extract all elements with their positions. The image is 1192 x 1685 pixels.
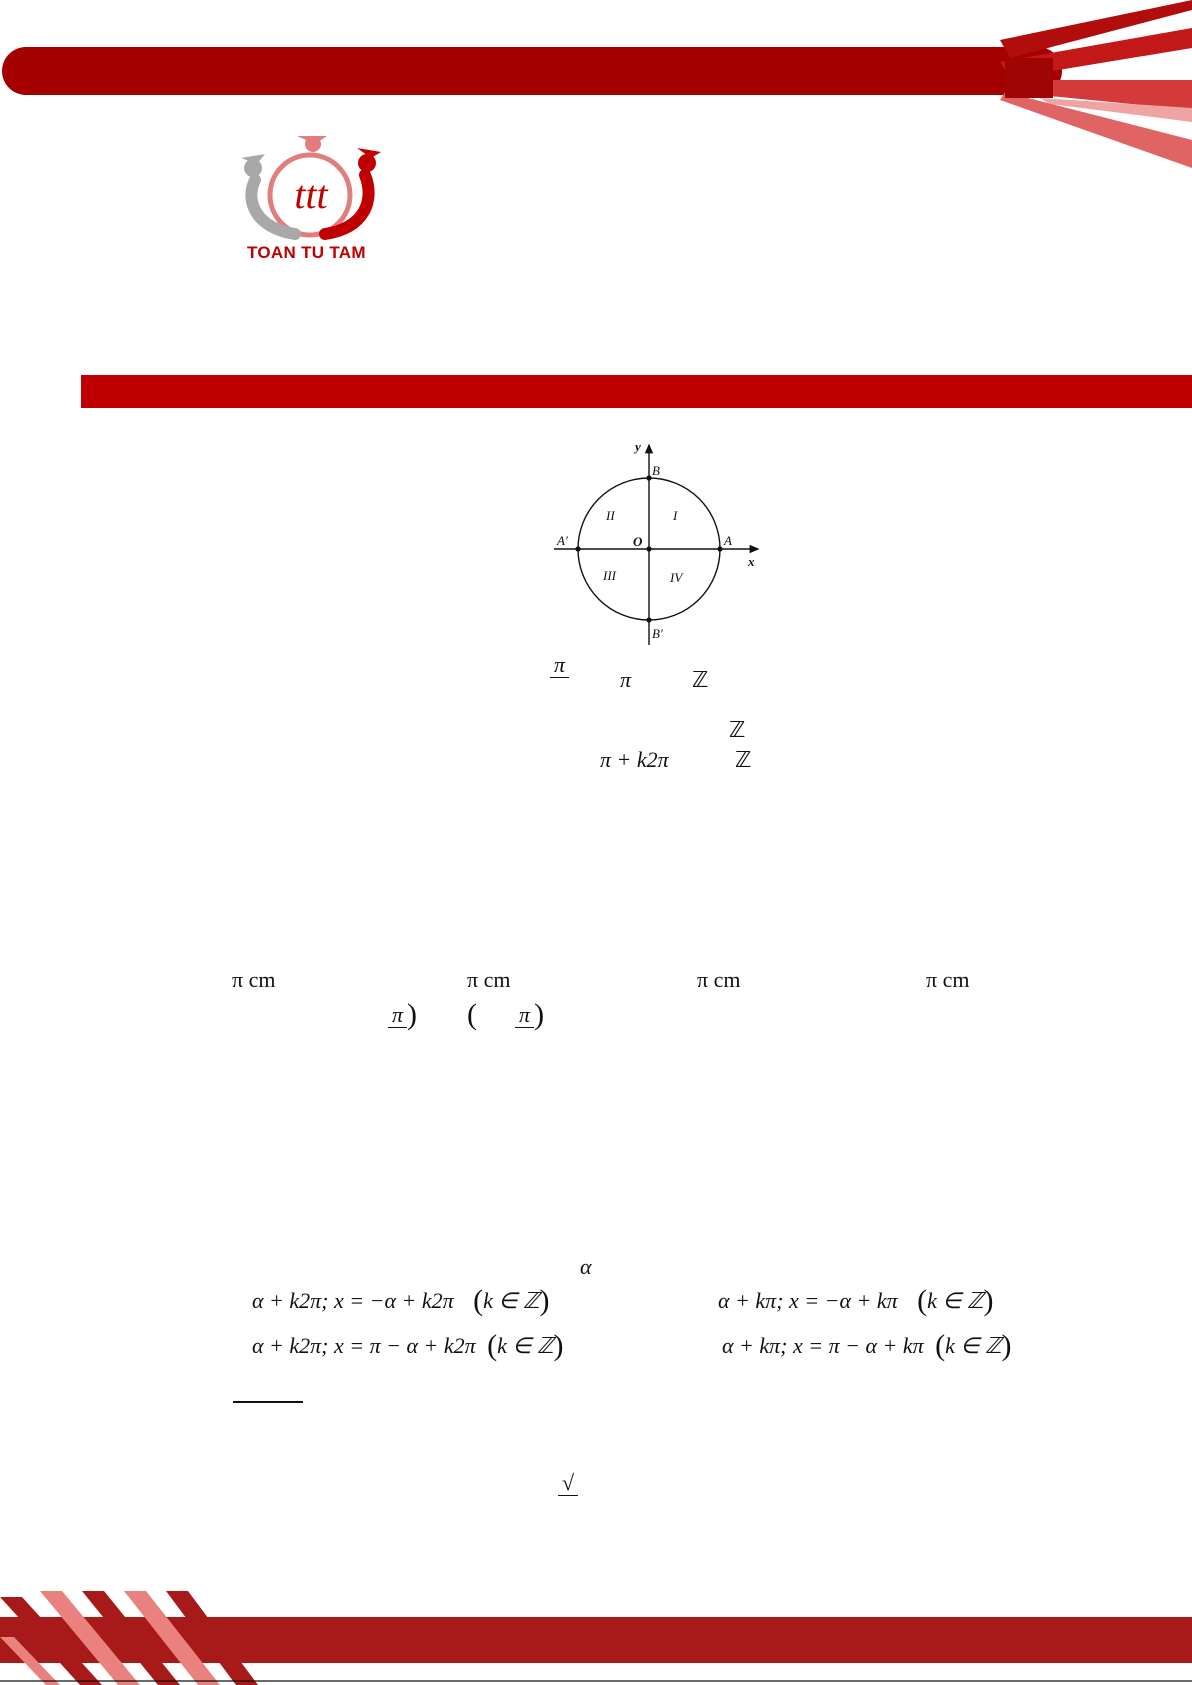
solution-option-a-text: α + k2π; x = −α + k2π — [252, 1288, 454, 1313]
interval-fraction-2-denominator — [515, 1028, 534, 1046]
label-point-b: B — [652, 463, 660, 478]
solution-option-c-condition: k ∈ ℤ — [497, 1333, 554, 1358]
label-quadrant-2: II — [606, 508, 615, 523]
label-point-a: A — [724, 533, 732, 548]
sqrt-fraction-denominator — [558, 1496, 578, 1514]
solution-option-a: α + k2π; x = −α + k2π (k ∈ ℤ) — [252, 1284, 550, 1317]
option-a-arc-length: π cm — [232, 967, 276, 992]
label-quadrant-4: IV — [670, 570, 683, 585]
solution-option-a-condition: k ∈ ℤ — [483, 1288, 540, 1313]
interval-fraction-1 — [388, 1003, 407, 1046]
interval-fraction-2 — [515, 1003, 534, 1046]
label-quadrant-1: I — [673, 508, 678, 523]
underline-marker — [233, 1401, 303, 1403]
solution-option-b-condition: k ∈ ℤ — [927, 1288, 984, 1313]
solution-option-c-text: α + k2π; x = π − α + k2π — [252, 1333, 476, 1358]
option-c-arc-length: π cm — [697, 967, 741, 992]
solution-option-b: α + kπ; x = −α + kπ (k ∈ ℤ) — [718, 1284, 994, 1317]
formula-3-integers: ℤ — [735, 747, 752, 772]
solution-option-d-text: α + kπ; x = π − α + kπ — [722, 1333, 924, 1358]
logo — [225, 130, 395, 270]
option-d-arc-length: π cm — [926, 967, 970, 992]
interval-fraction-2-numerator: π — [515, 1003, 534, 1028]
open-paren: ( — [467, 998, 478, 1031]
section-bar — [81, 375, 1192, 408]
label-quadrant-3: III — [603, 568, 616, 583]
interval-expression — [388, 998, 545, 1046]
solution-option-d-condition: k ∈ ℤ — [945, 1333, 1002, 1358]
formula-2-integers: ℤ — [729, 717, 746, 742]
close-paren-2: ) — [534, 998, 545, 1031]
sqrt-symbol: √ — [558, 1471, 578, 1496]
logo-emblem-icon — [225, 130, 395, 242]
formula-1-integers: ℤ — [692, 667, 709, 692]
sqrt-fraction — [558, 1470, 578, 1514]
alpha-symbol: α — [580, 1254, 592, 1279]
label-x-axis: x — [748, 554, 755, 569]
solution-option-b-text: α + kπ; x = −α + kπ — [718, 1288, 898, 1313]
footer-ribbon — [0, 1585, 1192, 1685]
formula-3-expression: π + k2π — [600, 747, 669, 772]
formula-1-pi: π — [620, 667, 632, 692]
solution-option-d: α + kπ; x = π − α + kπ (k ∈ ℤ) — [722, 1329, 1012, 1362]
solution-option-c: α + k2π; x = π − α + k2π (k ∈ ℤ) — [252, 1329, 564, 1362]
interval-fraction-1-denominator — [388, 1028, 407, 1046]
formula-1 — [550, 652, 569, 696]
label-y-axis: y — [635, 439, 641, 454]
fraction — [550, 653, 569, 696]
fraction-numerator: π — [550, 653, 569, 678]
label-point-b-prime: B′ — [652, 626, 663, 641]
header-ribbon — [0, 0, 1192, 180]
logo-brand-name: TOAN TU TAM — [247, 243, 366, 262]
option-b-arc-length: π cm — [467, 967, 511, 992]
close-paren: ) — [407, 998, 418, 1031]
logo-monogram: ttt — [294, 172, 328, 217]
label-point-a-prime: A′ — [557, 533, 568, 548]
unit-circle-diagram — [548, 435, 768, 650]
interval-fraction-1-numerator: π — [388, 1003, 407, 1028]
label-origin: O — [633, 534, 643, 549]
fraction-denominator — [550, 678, 569, 696]
